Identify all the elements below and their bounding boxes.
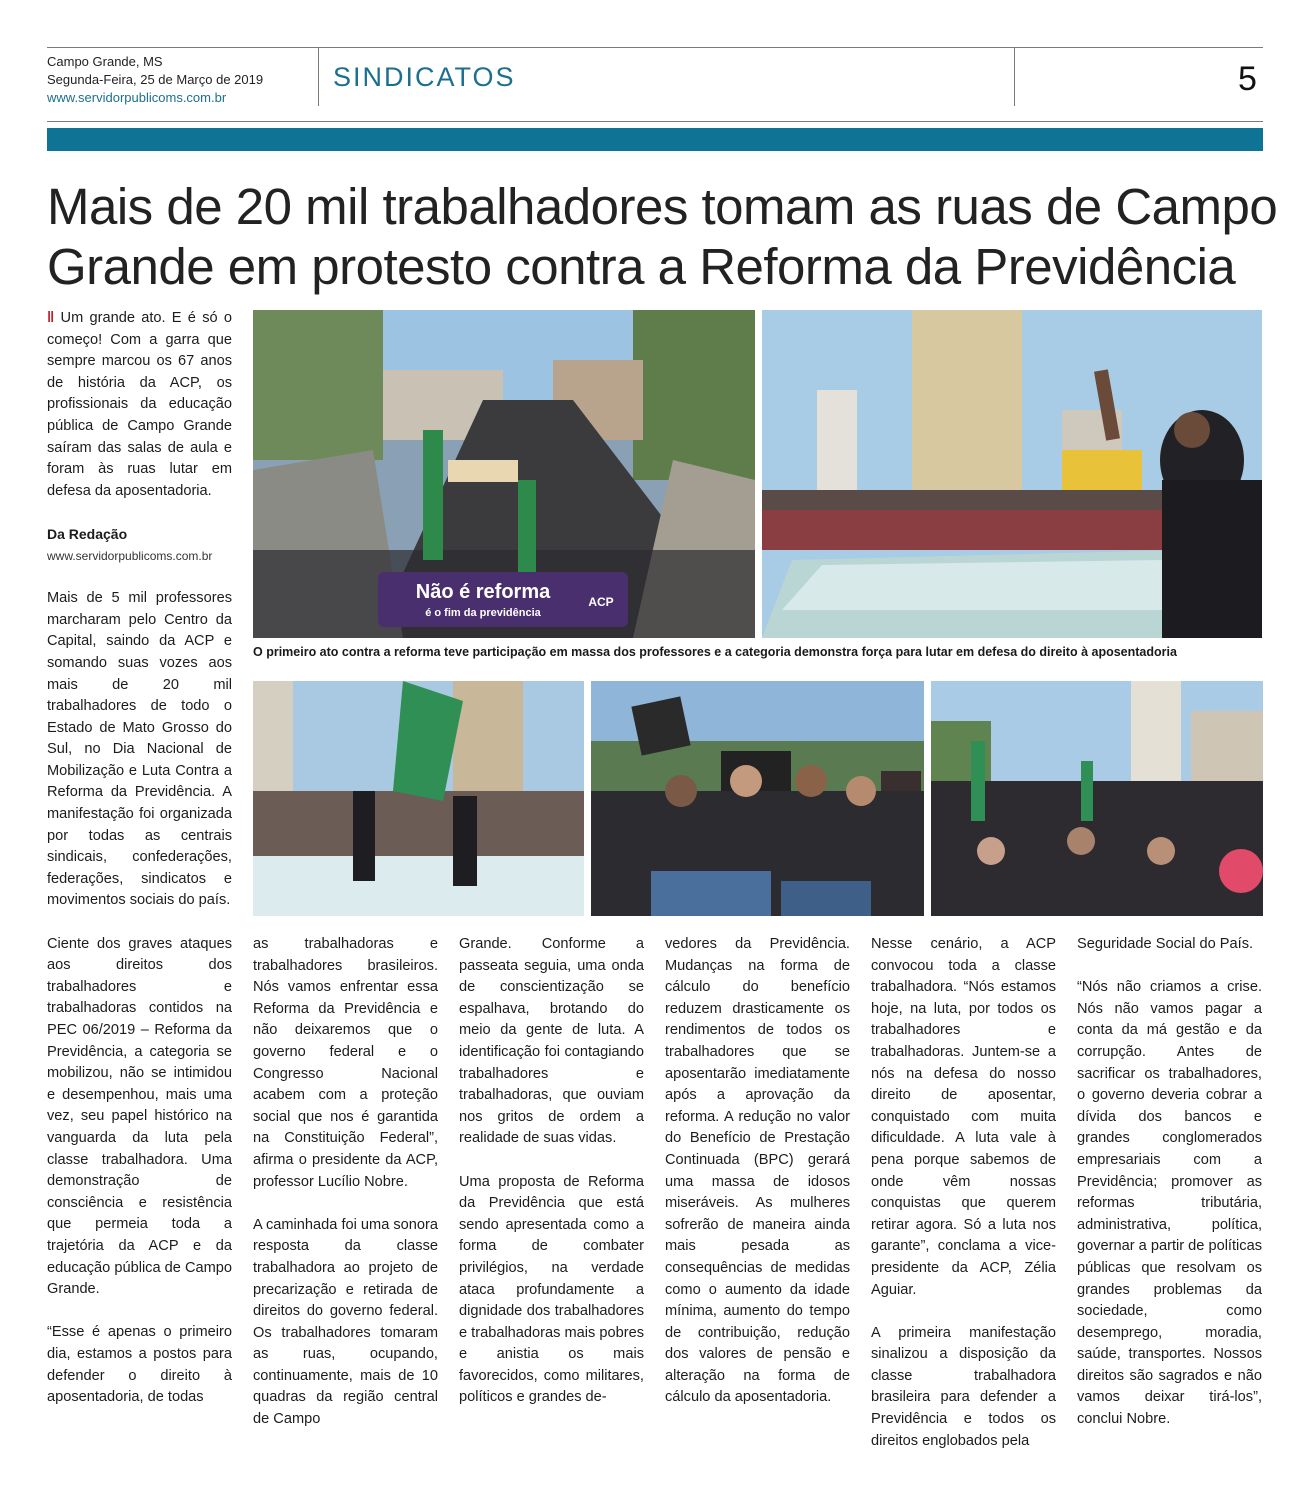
headline-line-1: Mais de 20 mil trabalhadores tomam as ruas de Campo [47, 178, 1278, 235]
paragraph: Grande. Conforme a passeata seguia, uma onda de conscientização se espalhava, brotando do meio da gente de luta. A identificação foi contagiando trabalhadores e trabalhadoras, que ouviam nos gritos de ordem a realidade de suas vidas. [459, 936, 644, 1147]
paragraph: as trabalhadoras e trabalhadores brasileiros. Nós vamos enfrentar essa Reforma da Previdência e não deixaremos que o governo federal e o Congresso Nacional acabem com a proteção social que nos é garantida na Constituição Federal”, afirma o presidente da ACP, professor Lucílio Nobre. [253, 936, 438, 1190]
accent-bar [47, 128, 1263, 151]
photo-speaker [762, 310, 1262, 638]
header-meta [47, 53, 317, 107]
photo-crowd [931, 681, 1263, 916]
paragraph: A caminhada foi uma sonora resposta da classe trabalhadora ao projeto de precarização e retirada de direitos do governo federal. Os trabalhadores tomaram as ruas, ocupando, continuamente, mais de 10 quadras da região central de Campo [253, 1216, 438, 1428]
photo-teachers-signs [591, 681, 924, 916]
paragraph: Ciente dos graves ataques aos direitos dos trabalhadores e trabalhadoras contidos na PEC 06/2019 – Reforma da Previdência, a categoria se mobilizou, não se intimidou e desempenhou, mais uma vez, seu papel histórico na vanguarda da luta pela classe trabalhadora. Uma demonstração de consciência e resistência que permeia toda a trajetória da ACP e da educação pública de Campo Grande. [47, 935, 232, 1298]
paragraph: Nesse cenário, a ACP convocou toda a classe trabalhadora. “Nós estamos hoje, na luta, por todos os trabalhadores e trabalhadoras. Juntem-se a nós na defesa do nosso direito de aposentar, conquistado com muita dificuldade. A luta vale à pena porque sabemos de onde vêm nossas conquistas que querem retirar agora. Só a luta nos garante”, conclama a vice-presidente da ACP, Zélia Aguiar. [871, 936, 1056, 1298]
headline-line-2: Grande em protesto contra a Reforma da Previdência [47, 238, 1236, 295]
article-column-1 [47, 308, 232, 1409]
article-column-3 [459, 934, 644, 1409]
header-date: Segunda-Feira, 25 de Março de 2019 [47, 72, 264, 87]
headline [47, 177, 1287, 297]
paragraph: A primeira manifestação sinalizou a disposição da classe trabalhadora brasileira para defender a Previdência e todos os direitos englobados pela [871, 1324, 1056, 1449]
byline: Da Redação [47, 525, 128, 542]
paragraph: Uma proposta de Reforma da Previdência que está sendo apresentada como a forma de combater privilégios, na verdade ataca profundamente a dignidade dos trabalhadores e trabalhadoras mais pobres e anistia os mais favorecidos, como militares, políticos e grandes de- [459, 1173, 644, 1406]
header-top-rule [47, 47, 1263, 48]
article-column-2 [253, 934, 438, 1431]
photo-caption: O primeiro ato contra a reforma teve participação em massa dos professores e a categoria demonstra força para lutar em defesa do direito à aposentadoria [253, 645, 1177, 659]
article-column-4 [665, 934, 850, 1409]
header-city: Campo Grande, MS [47, 54, 163, 69]
photo-march-banner [253, 310, 755, 638]
header-site: www.servidorpublicoms.com.br [47, 90, 227, 105]
photo-flag-platform [253, 681, 584, 916]
banner-line-2: é o fim da previdência [425, 607, 541, 619]
banner-line-1: Não é reforma [415, 581, 551, 603]
article-column-5 [871, 934, 1056, 1452]
paragraph: vedores da Previdência. Mudanças na forma de cálculo do benefício reduzem drasticamente os rendimentos de todos os trabalhadores que se aposentarão imediatamente após a aprovação da reforma. A redução no valor do Benefício de Prestação Continuada (BPC) gerará uma massa de idosos miseráveis. As mulheres sofrerão de maneira ainda mais pesada as consequências de medidas como o aumento da idade mínima, aumento do tempo de contribuição, redução dos valores de pensão e alteração na forma de cálculo da aposentadoria. [665, 936, 850, 1406]
paragraph: “Esse é apenas o primeiro dia, estamos a postos para defender o direito à aposentadoria, de todas [47, 1324, 232, 1406]
lead-paragraph [47, 308, 232, 502]
paragraph: “Nós não criamos a crise. Nós não vamos pagar a conta da má gestão e da corrupção. Antes de sacrificar os trabalhadores, o governo deveria cobrar a dívida dos bancos e grandes conglomerados empresariais com a Previdência; promover as reformas tributária, administrativa, política, governar a partir de políticas públicas que resolvam os grandes problemas da sociedade, como desemprego, moradia, saúde, transportes. Nossos direitos são sagrados e não vamos deixar tirá-los”, conclui Nobre. [1077, 979, 1262, 1428]
protest-banner [378, 572, 628, 627]
lead-text: Um grande ato. E é só o começo! Com a garra que sempre marcou os 67 anos de história da ACP, os profissionais da educação pública de Campo Grande saíram das salas de aula e foram às ruas lutar em defesa da aposentadoria. [47, 310, 232, 499]
page-number: 5 [1238, 60, 1257, 98]
lead-marker: ‖ [47, 310, 61, 326]
banner-logo: ACP [588, 595, 614, 609]
paragraph: Seguridade Social do País. [1077, 936, 1254, 952]
header-divider-right [1014, 48, 1015, 106]
paragraph: Mais de 5 mil professores marcharam pelo Centro da Capital, saindo da ACP e somando suas vozes aos mais de 20 mil trabalhadores de todo o Estado de Mato Grosso do Sul, no Dia Nacional de Mobilização e Luta Contra a Reforma da Previdência. A manifestação foi organizada por todas as centrais sindicais, confederações, federações, sindicatos e movimentos sociais do país. [47, 590, 232, 909]
section-title: SINDICATOS [333, 62, 516, 92]
byline-site: www.servidorpublicoms.com.br [47, 548, 213, 563]
header-divider-left [318, 48, 319, 106]
header-bottom-rule [47, 121, 1263, 122]
article-column-6 [1077, 934, 1262, 1431]
